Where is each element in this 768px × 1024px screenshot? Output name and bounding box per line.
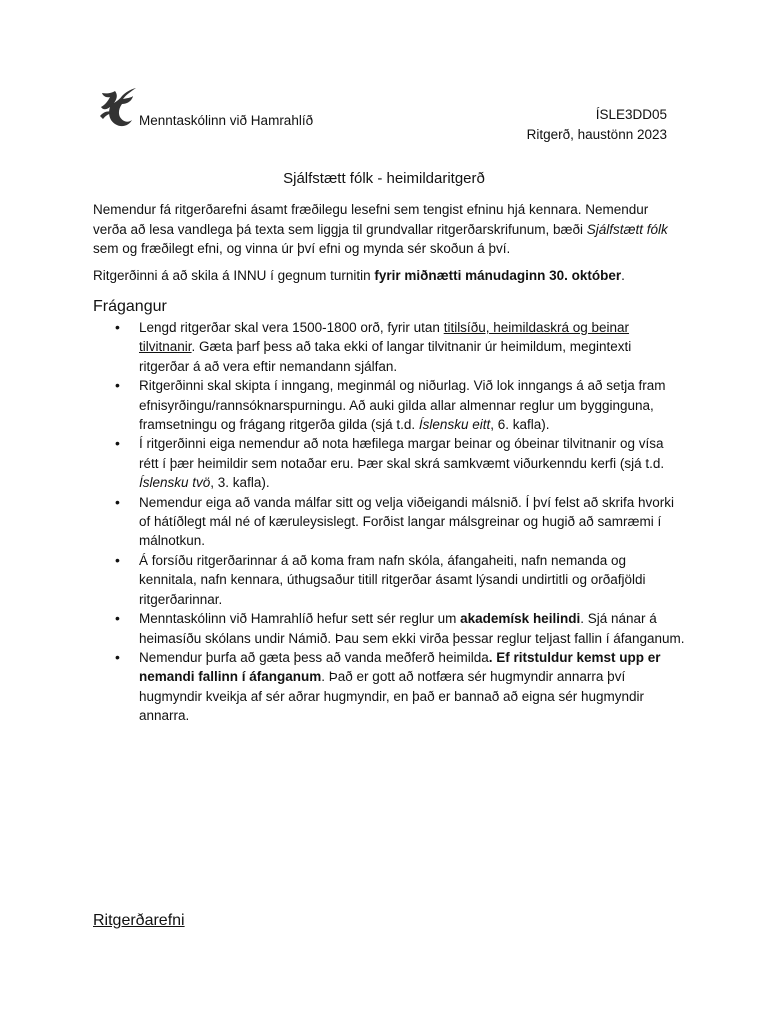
underlined-text: titilsíðu, heimildaskrá og beinar tilvitnanir (139, 320, 630, 355)
list-item-text-end: . Sjá nánar á heimasíðu skólans undir Námið. Þau sem ekki virða þessar reglur teljast fallin í áfanganum. (139, 611, 685, 646)
course-code: ÍSLE3DD05 (595, 107, 667, 122)
list-item (93, 318, 685, 376)
book-reference: Íslensku eitt (418, 417, 491, 433)
list-item-text: Lengd ritgerðar skal vera 1500-1800 orð, fyrir utan (139, 320, 444, 335)
list-item-text-end: , 3. kafla). (210, 475, 270, 491)
term-label: Ritgerð, haustönn 2023 (526, 127, 667, 142)
list-item-text-end: . Gæta þarf þess að taka ekki of langar tilvitnanir úr heimildum, megintexti ritgerðar á að vera eftir nemandann sjálfan. (139, 339, 632, 374)
intro-paragraph (93, 200, 683, 259)
list-item-text: Ritgerðinni skal skipta í inngang, meginmál og niðurlag. Við lok inngangs á að setja fram efnisyrðingu/rannsóknarspurningu. Að auki gilda allar almennar reglur um bygginguna, framsetningu og frágang ritgerða gilda (sjá t.d. (139, 378, 666, 433)
deadline-end: . (621, 268, 625, 283)
list-item (93, 493, 685, 551)
school-logo-icon (96, 86, 140, 130)
bold-text: akademísk heilindi (460, 611, 581, 627)
list-item (93, 434, 685, 492)
book-reference: Íslensku tvö (139, 475, 211, 491)
list-item-text: Á forsíðu ritgerðarinnar á að koma fram nafn skóla, áfangaheiti, nafn nemanda og kennitala, nafn kennara, úthugsaður titill ritgerðar ásamt lýsandi undirtitli og orðafjöldi ritgerðarinnar. (139, 552, 646, 607)
list-item-text: Í ritgerðinni eiga nemendur að nota hæfilega margar beinar og óbeinar tilvitnanir og vísa rétt í þær heimildir sem notaðar eru. Þær skal skrá samkvæmt viðurkenndu kerfi (sjá t.d. (139, 436, 665, 471)
list-item (93, 648, 685, 726)
fragangur-list (93, 318, 685, 726)
intro-text-end: sem og fræðilegt efni, og vinna úr því efni og mynda sér skoðun á því. (93, 241, 511, 256)
book-title: Sjálfstætt fólk (586, 221, 668, 237)
header-meta (527, 105, 667, 145)
list-item-text: Nemendur þurfa að gæta þess að vanda meðferð heimilda (139, 649, 489, 665)
deadline-text: Ritgerðinni á að skila á INNU í gegnum turnitin (93, 268, 375, 283)
list-item (93, 551, 685, 609)
deadline-paragraph (93, 266, 693, 286)
list-item-text-end: . Það er gott að notfæra sér hugmyndir annarra því hugmyndir kveikja af sér aðrar hugmyndir, en það er bannað að eigna sér hugmyndir annarra. (139, 669, 645, 724)
fragangur-heading: Frágangur (93, 298, 167, 315)
deadline-date: fyrir miðnætti mánudaginn 30. október (374, 268, 622, 283)
list-item (93, 376, 685, 434)
ritgerdarefni-heading: Ritgerðarefni (93, 912, 185, 929)
intro-text: Nemendur fá ritgerðarefni ásamt fræðilegu lesefni sem tengist efninu hjá kennara. Nemendur verða að lesa vandlega þá texta sem liggja til grundvallar ritgerðarskrifunum, bæði (93, 202, 649, 237)
bold-text: . Ef ritstuldur kemst upp er nemandi fallinn í áfanganum (139, 649, 661, 685)
school-name: Menntaskólinn við Hamrahlíð (139, 113, 314, 128)
list-item-text-end: , 6. kafla). (490, 417, 550, 433)
list-item-text: Menntaskólinn við Hamrahlíð hefur sett sér reglur um (139, 611, 461, 627)
document-title: Sjálfstætt fólk - heimildaritgerð (283, 170, 485, 187)
list-item-text: Nemendur eiga að vanda málfar sitt og velja viðeigandi málsnið. Í því felst að skrifa hvorki of hátíðlegt mál né of kæruleysislegt. Forðist langar málsgreinar og hugið að samræmi í málnotkun. (139, 494, 675, 549)
list-item (93, 609, 685, 648)
